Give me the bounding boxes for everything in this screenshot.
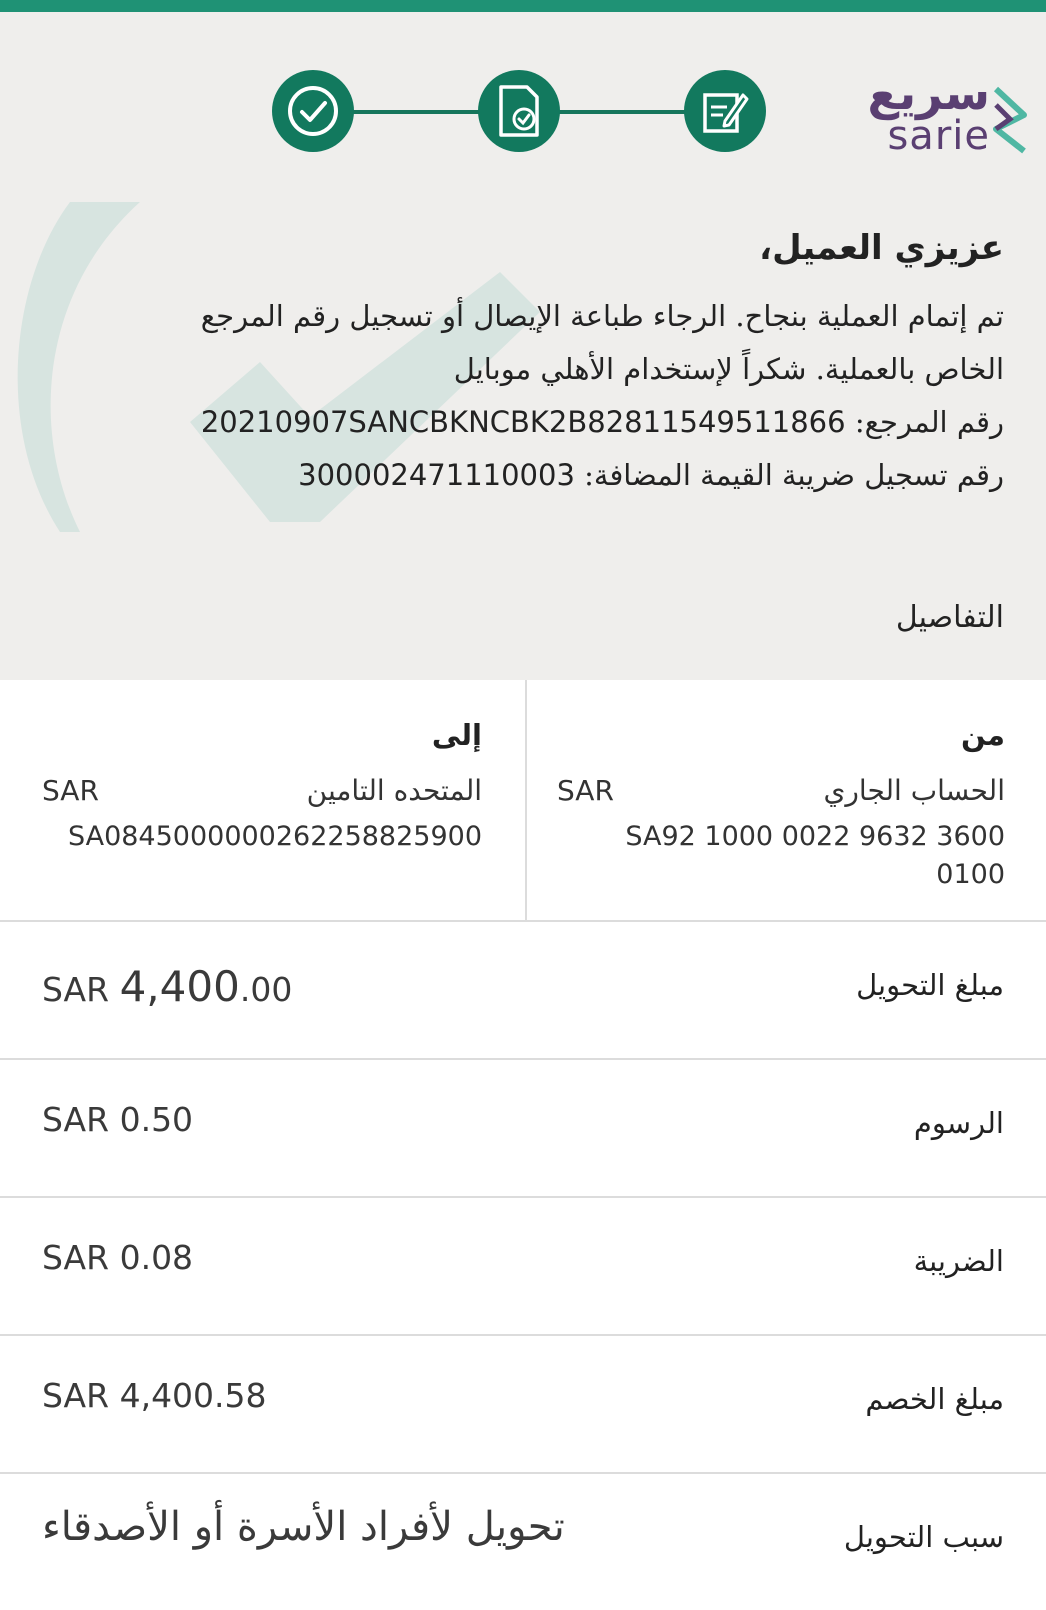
- transfer-reason-row: [0, 1474, 1046, 1610]
- from-account: [557, 680, 1005, 920]
- logo-latin-text: sarie: [887, 113, 990, 159]
- reference-label: رقم المرجع:: [854, 405, 1004, 439]
- from-iban: [625, 818, 1005, 894]
- sarie-logo: [867, 66, 1030, 167]
- transfer-amount-decimal: .00: [239, 970, 293, 1009]
- tax-value: [42, 1238, 193, 1277]
- fees-label: الرسوم: [913, 1106, 1004, 1140]
- step-connector: [342, 110, 492, 114]
- fees-amount: 0.50: [119, 1100, 194, 1139]
- to-account: [42, 680, 482, 920]
- from-iban-line-2: 0100: [936, 859, 1005, 890]
- debit-amount-label: مبلغ الخصم: [865, 1382, 1004, 1416]
- vat-value: 300002471110003: [298, 458, 575, 492]
- to-iban: SA0845000000262258825900: [67, 821, 482, 852]
- edit-form-icon: [699, 85, 751, 137]
- document-check-icon: [493, 83, 545, 139]
- top-accent-bar: [0, 0, 1046, 12]
- confirmation-message: [84, 290, 1004, 502]
- step-receipt: [478, 70, 560, 152]
- from-iban-line-1: SA92 1000 0022 9632 3600: [625, 821, 1005, 852]
- transfer-amount-currency: SAR: [42, 970, 110, 1009]
- to-currency: SAR: [42, 774, 99, 807]
- greeting-title: عزيزي العميل،: [759, 228, 1004, 268]
- step-complete: [272, 70, 354, 152]
- accounts-panel: [0, 680, 1046, 922]
- message-line-2: الخاص بالعملية. شكراً لإستخدام الأهلي موبايل: [453, 352, 1004, 386]
- accounts-divider: [525, 680, 527, 920]
- step-form: [684, 70, 766, 152]
- message-line-1: تم إتمام العملية بنجاح. الرجاء طباعة الإيصال أو تسجيل رقم المرجع: [200, 299, 1004, 333]
- transfer-reason-label: سبب التحويل: [843, 1520, 1004, 1554]
- from-title: من: [960, 718, 1005, 752]
- progress-steps: [272, 70, 778, 152]
- to-title: إلى: [431, 718, 482, 752]
- fees-row: [0, 1060, 1046, 1198]
- reference-value: 20210907SANCBKNCBK2B82811549511866: [200, 405, 846, 439]
- tax-row: [0, 1198, 1046, 1336]
- debit-amount-value: [42, 1376, 267, 1415]
- logo-arabic-text: سريع: [867, 66, 990, 120]
- transfer-amount-row: [0, 922, 1046, 1060]
- sarie-mark-icon: [990, 85, 1030, 155]
- vat-number-line: [84, 449, 1004, 502]
- details-heading: التفاصيل: [895, 600, 1004, 635]
- tax-amount: 0.08: [119, 1238, 194, 1277]
- debit-amount-currency: SAR: [42, 1376, 110, 1415]
- transfer-amount-whole: 4,400: [119, 962, 240, 1011]
- fees-value: [42, 1100, 193, 1139]
- reference-number-line: [84, 396, 1004, 449]
- vat-label: رقم تسجيل ضريبة القيمة المضافة:: [584, 458, 1004, 492]
- tax-label: الضريبة: [913, 1244, 1004, 1278]
- debit-amount-row: [0, 1336, 1046, 1474]
- from-account-name: الحساب الجاري: [823, 774, 1005, 807]
- transfer-amount-label: مبلغ التحويل: [856, 968, 1004, 1002]
- debit-amount-number: 4,400.58: [119, 1376, 267, 1415]
- to-account-name: المتحده التامين: [306, 774, 482, 807]
- from-currency: SAR: [557, 774, 614, 807]
- transfer-reason-value: تحويل لأفراد الأسرة أو الأصدقاء: [42, 1504, 565, 1550]
- fees-currency: SAR: [42, 1100, 110, 1139]
- checkmark-icon: [285, 83, 341, 139]
- transfer-amount-value: [42, 962, 292, 1011]
- tax-currency: SAR: [42, 1238, 110, 1277]
